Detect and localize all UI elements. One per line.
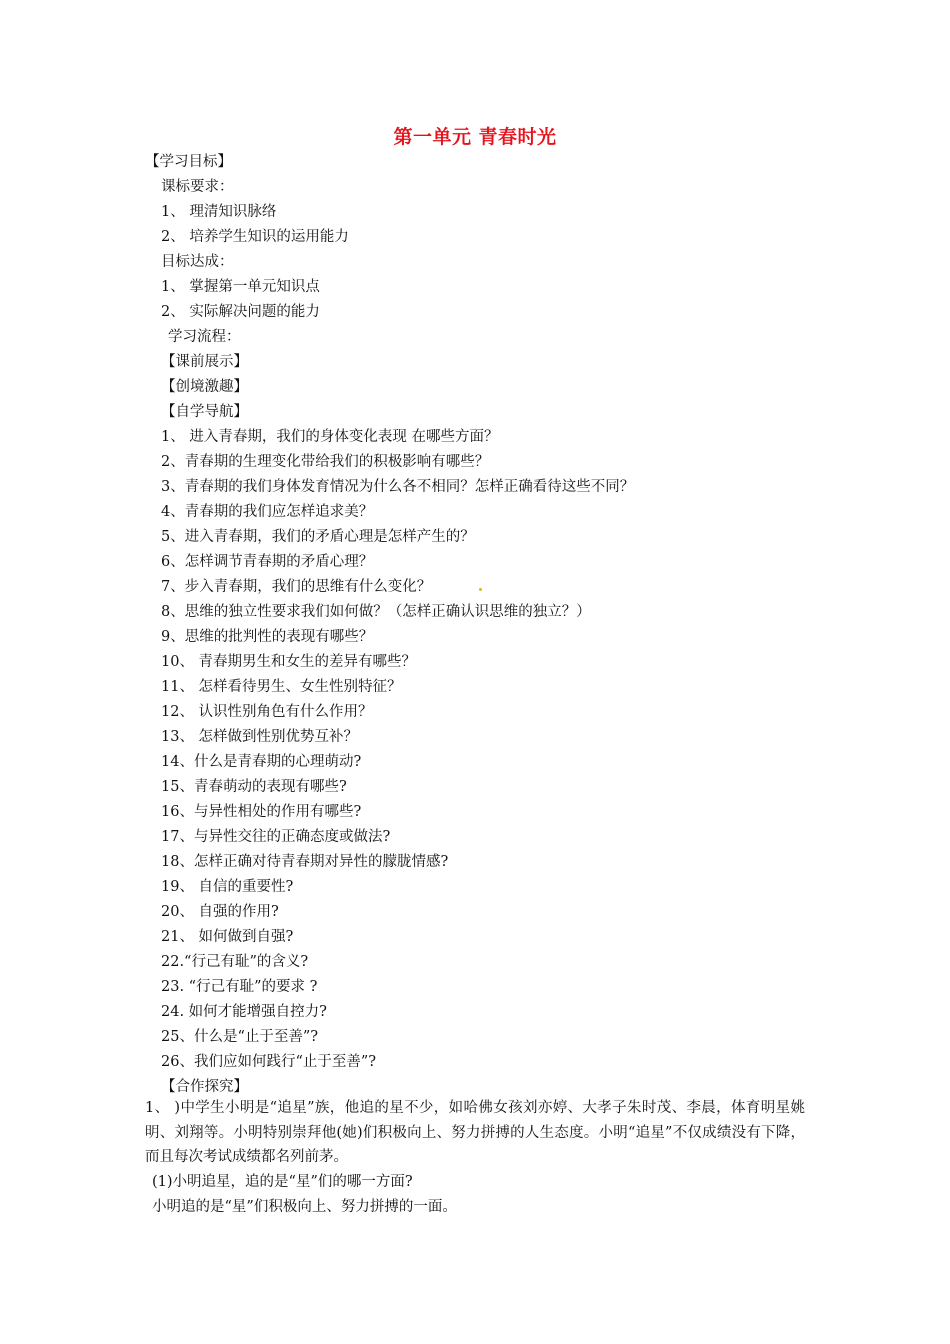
content-line: 6、怎样调节青春期的矛盾心理？	[161, 554, 374, 570]
content-line: 1、 理清知识脉络	[161, 204, 277, 220]
content-line: 19、 自信的重要性?	[161, 879, 294, 895]
content-line: 【合作探究】	[161, 1079, 248, 1095]
content-line: 1、 掌握第一单元知识点	[161, 279, 320, 295]
answer-line: 小明追的是“星”们积极向上、努力拼搏的一面。	[152, 1199, 457, 1215]
content-line: 1、 进入青春期，我们的身体变化表现 在哪些方面？	[161, 429, 499, 445]
content-line: 14、什么是青春期的心理萌动?	[161, 754, 362, 770]
content-line: 25、什么是“止于至善”?	[161, 1029, 319, 1045]
content-line: 17、与异性交往的正确态度或做法?	[161, 829, 391, 845]
content-line: 课标要求：	[161, 179, 234, 195]
content-line: 3、青春期的我们身体发育情况为什么各不相同？怎样正确看待这些不同？	[161, 479, 635, 495]
question-line: (1)小明追星，追的是“星”们的哪一方面?	[152, 1174, 413, 1190]
content-line: 7、步入青春期，我们的思维有什么变化？	[161, 579, 432, 595]
content-line: 12、 认识性别角色有什么作用？	[161, 704, 373, 720]
content-line: 11、 怎样看待男生、女生性别特征？	[161, 679, 402, 695]
content-line: 23. “行己有耻”的要求 ?	[161, 979, 318, 995]
content-line: 18、怎样正确对待青春期对异性的朦胧情感?	[161, 854, 449, 870]
content-line: 26、我们应如何践行“止于至善”?	[161, 1054, 377, 1070]
content-line: 5、进入青春期，我们的矛盾心理是怎样产生的？	[161, 529, 475, 545]
content-line: 2、 培养学生知识的运用能力	[161, 229, 349, 245]
content-line: 15、青春萌动的表现有哪些?	[161, 779, 347, 795]
page-title: 第一单元 青春时光	[393, 126, 557, 148]
content-line: 16、与异性相处的作用有哪些?	[161, 804, 362, 820]
content-line: 2、 实际解决问题的能力	[161, 304, 320, 320]
content-line: 22.“行己有耻”的含义?	[161, 954, 309, 970]
content-line: 【创境激趣】	[161, 379, 248, 395]
content-line: 目标达成：	[161, 254, 234, 270]
content-line: 4、青春期的我们应怎样追求美？	[161, 504, 374, 520]
content-line: 9、思维的批判性的表现有哪些？	[161, 629, 374, 645]
content-line: 【学习目标】	[145, 154, 232, 170]
content-line: 10、 青春期男生和女生的差异有哪些？	[161, 654, 417, 670]
case-paragraph: 1、 )中学生小明是“追星”族，他追的星不少，如哈佛女孩刘亦婷、大孝子朱时茂、李晨，体育明星姚明、刘翔等。小明特别崇拜他(她)们积极向上、努力拼搏的人生态度。小明“追星”不仅成绩没有下降，而且每次考试成绩都名列前茅。	[145, 1100, 805, 1165]
content-line: 2、青春期的生理变化带给我们的积极影响有哪些？	[161, 454, 490, 470]
content-line: 【自学导航】	[161, 404, 248, 420]
stray-dot-mark	[479, 588, 482, 591]
content-line: 8、思维的独立性要求我们如何做？（怎样正确认识思维的独立？）	[161, 604, 591, 620]
content-line: 【课前展示】	[161, 354, 248, 370]
content-line: 21、 如何做到自强?	[161, 929, 294, 945]
content-line: 20、 自强的作用?	[161, 904, 279, 920]
content-line: 24. 如何才能增强自控力?	[161, 1004, 327, 1020]
content-line: 13、 怎样做到性别优势互补？	[161, 729, 359, 745]
content-line: 学习流程：	[168, 329, 241, 345]
